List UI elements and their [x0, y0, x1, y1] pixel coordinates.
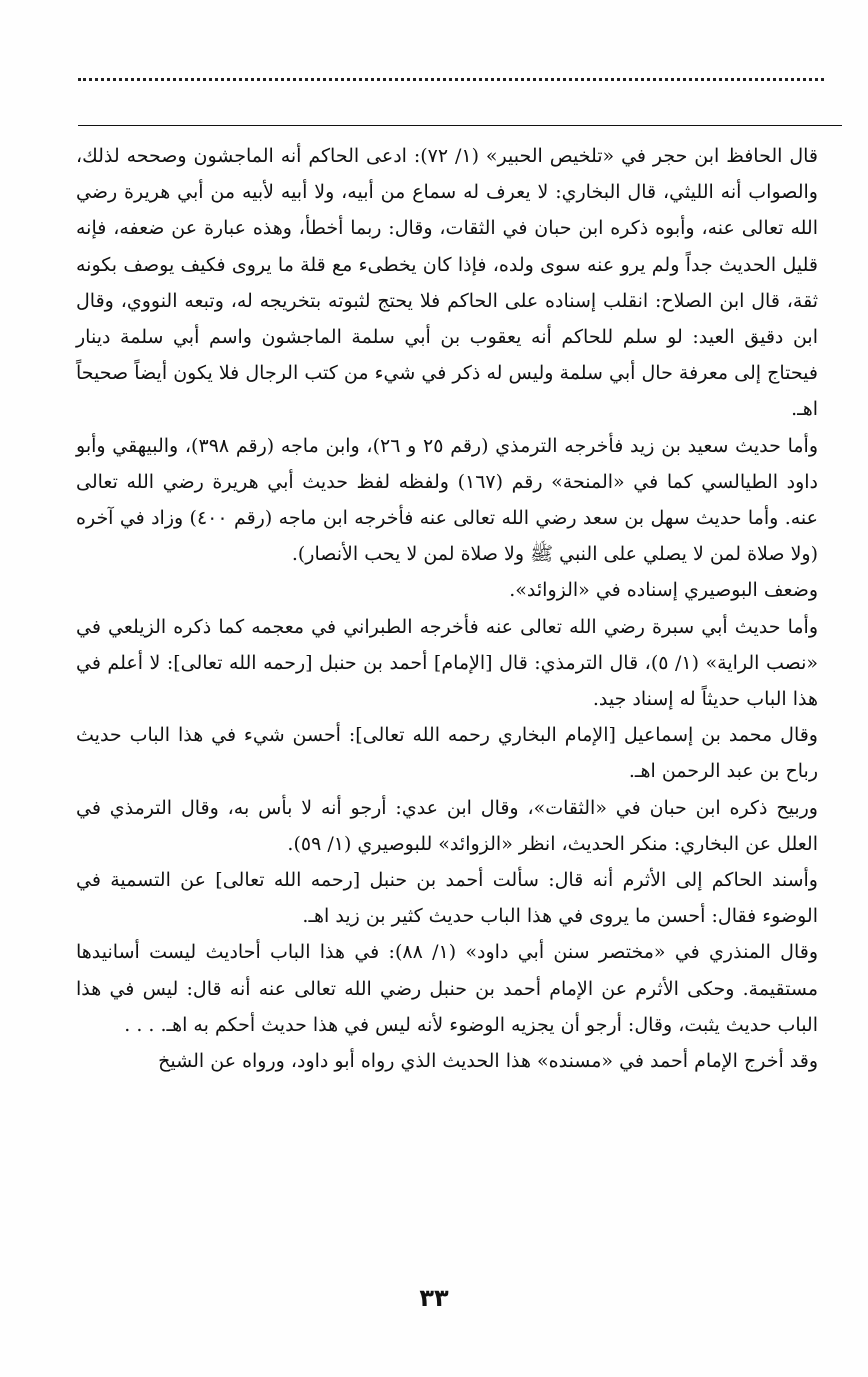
paragraph: وقد أخرج الإمام أحمد في «مسنده» هذا الحديث الذي رواه أبو داود، ورواه عن الشيخ	[158, 1050, 818, 1073]
paragraph: وضعف البوصيري إسناده في «الزوائد».	[509, 579, 818, 602]
paragraph: وربيح ذكره ابن حبان في «الثقات»، وقال ابن عدي: أرجو أنه لا بأس به، وقال الترمذي في العلل عن البخاري: منكر الحديث، انظر «الزوائد» للبوصيري (١/ ٥٩).	[76, 796, 818, 855]
paragraph: وأسند الحاكم إلى الأثرم أنه قال: سألت أحمد بن حنبل [رحمه الله تعالى] عن التسمية في الوضوء فقال: أحسن ما يروى في هذا الباب حديث كثير بن زيد اهـ.	[76, 869, 818, 928]
paragraph: وأما حديث سعيد بن زيد فأخرجه الترمذي (رقم ٢٥ و ٢٦)، وابن ماجه (رقم ٣٩٨)، والبيهقي وأبو داود الطيالسي كما في «المنحة» رقم (١٦٧) ولفظه لفظ حديث أبي هريرة رضي الله تعالى عنه. وأما حديث سهل بن سعد رضي الله تعالى عنه فأخرجه ابن ماجه (رقم ٤٠٠) وزاد في آخره (ولا صلاة لمن لا يصلي على النبي ﷺ ولا صلاة لمن لا يحب الأنصار).	[76, 434, 818, 566]
paragraph: وقال المنذري في «مختصر سنن أبي داود» (١/ ٨٨): في هذا الباب أحاديث ليست أسانيدها مستقيمة. وحكى الأثرم عن الإمام أحمد بن حنبل رضي الله تعالى عنه أنه قال: ليس في هذا الباب حديث يثبت، وقال: أرجو أن يجزيه الوضوء لأنه ليس في هذا حديث أحكم به اهـ. . . .	[76, 941, 818, 1036]
footnote-dotted-separator	[78, 78, 824, 81]
paragraph: قال الحافظ ابن حجر في «تلخيص الحبير» (١/ ٧٢): ادعى الحاكم أنه الماجشون وصححه لذلك، والصواب أنه الليثي، قال البخاري: لا يعرف له سماع من أبيه، ولا أبيه لأبيه من أبي هريرة رضي الله تعالى عنه، وأبوه ذكره ابن حبان في الثقات، وقال: ربما أخطأ، وهذه عبارة عن ضعفه، فإنه قليل الحديث جداً ولم يرو عنه سوى ولده، فإذا كان يخطىء مع قلة ما يروى فكيف يوصف بكونه ثقة، قال ابن الصلاح: انقلب إسناده على الحاكم فلا يحتج لثبوته بتخريجه له، وتبعه النووي، وقال ابن دقيق العيد: لو سلم للحاكم أنه يعقوب بن أبي سلمة الماجشون واسم أبي سلمة دينار فيحتاج إلى معرفة حال أبي سلمة وليس له ذكر في شيء من كتب الرجال فلا يكون أيضاً صحيحاً اهـ.	[76, 145, 818, 421]
paragraph: وقال محمد بن إسماعيل [الإمام البخاري رحمه الله تعالى]: أحسن شيء في هذا الباب حديث رباح بن عبد الرحمن اهـ.	[76, 724, 818, 783]
footnote-text	[76, 138, 818, 1079]
page-number: ٣٣	[419, 1284, 449, 1312]
footnote-rule	[78, 125, 842, 126]
paragraph: وأما حديث أبي سبرة رضي الله تعالى عنه فأخرجه الطبراني في معجمه كما ذكره الزيلعي في «نصب الراية» (١/ ٥)، قال الترمذي: قال [الإمام] أحمد بن حنبل [رحمه الله تعالى]: لا أعلم في هذا الباب حديثاً له إسناد جيد.	[76, 615, 818, 711]
